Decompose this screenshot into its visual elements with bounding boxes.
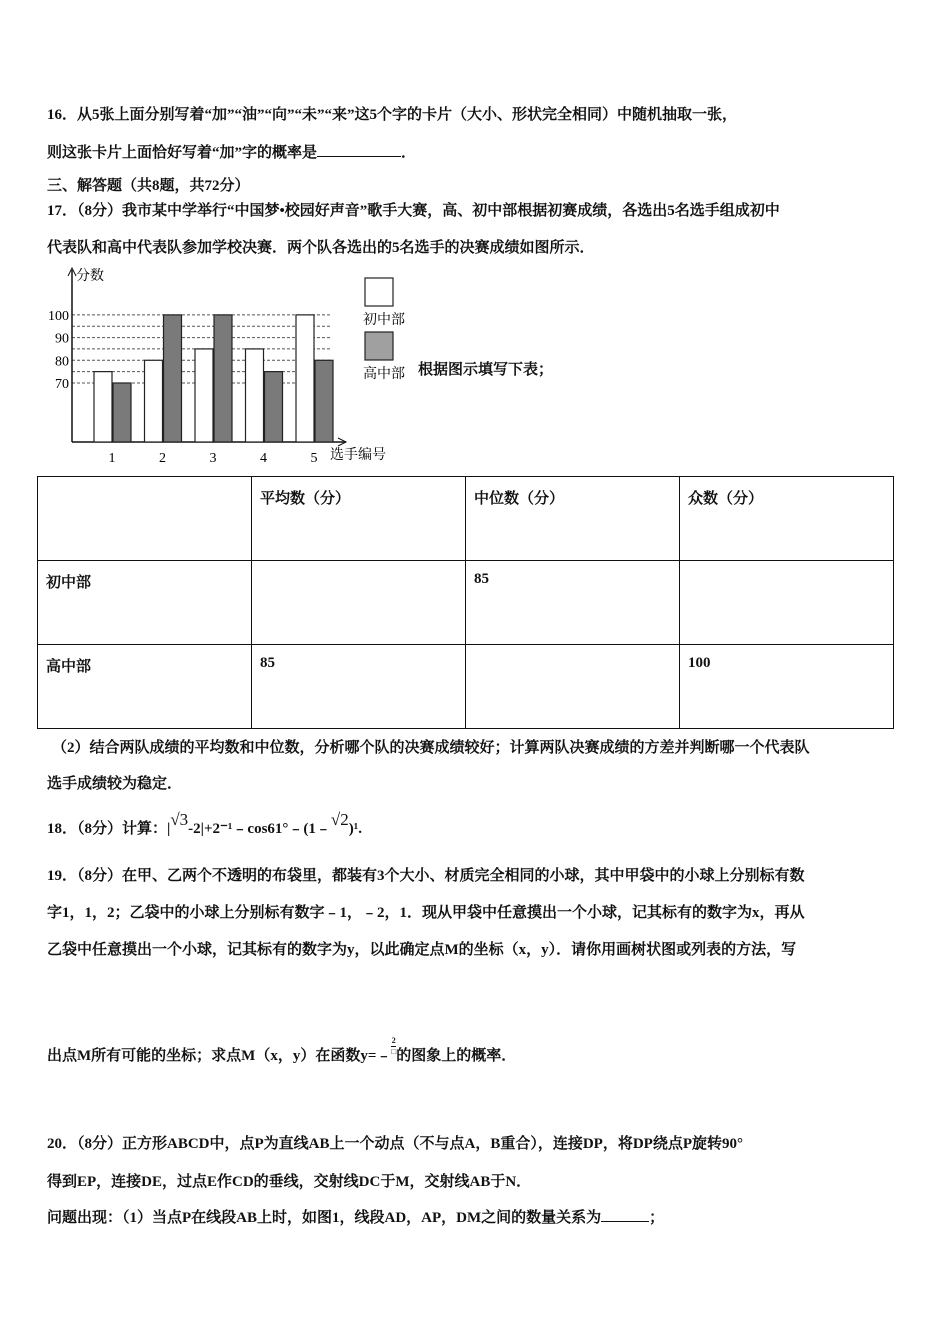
x-tick-label: 5 xyxy=(310,451,318,466)
q19-text-b: 的图象上的概率． xyxy=(396,1048,517,1064)
q20-line1: 20．（8分）正方形ABCD中，点P为直线AB上一个动点（不与点A，B重合），连接DP，将DP绕点P旋转90° xyxy=(47,1136,743,1152)
q18-line xyxy=(47,810,362,838)
q20-line3 xyxy=(47,1206,664,1227)
y-tick-label: 80 xyxy=(55,354,69,370)
q16-line1: 16．从5张上面分别写着“加”“油”“向”“未”“来”这5个字的卡片（大小、形状完全相同）中随机抽取一张， xyxy=(47,107,738,123)
bar-senior xyxy=(164,315,182,442)
q19-line3: 乙袋中任意摸出一个小球，记其标有的数字为y，以此确定点M的坐标（x，y）．请你用画树状图或列表的方法，写 xyxy=(47,942,797,958)
q17-part2-line2: 选手成绩较为稳定． xyxy=(47,776,183,792)
bar-junior xyxy=(296,315,314,442)
q19-text-a: 出点M所有可能的坐标；求点M（x，y）在函数y=﹣ xyxy=(47,1048,392,1064)
sqrt3: √3 xyxy=(170,810,189,829)
table-header-cell xyxy=(38,477,252,561)
q16-text: 则这张卡片上面恰好写着“加”字的概率是 xyxy=(47,145,318,161)
q18-mid: -2|+2⁻¹﹣cos61°﹣(1﹣ xyxy=(188,821,331,837)
y-axis-label: 分数 xyxy=(76,269,104,284)
q20-line2: 得到EP，连接DE，过点E作CD的垂线，交射线DC于M，交射线AB于N． xyxy=(47,1174,532,1190)
table-row xyxy=(38,561,894,645)
q18-prefix: 18．（8分）计算：| xyxy=(47,821,171,837)
table-header-row xyxy=(38,477,894,561)
sqrt2: √2 xyxy=(330,810,349,829)
table-cell: 100 xyxy=(680,645,894,729)
answer-blank xyxy=(601,1207,649,1222)
bar-junior xyxy=(94,372,112,442)
q19-line1: 19．（8分）在甲、乙两个不透明的布袋里，都装有3个大小、材质完全相同的小球，其中甲袋中的小球上分别标有数 xyxy=(47,868,805,884)
table-cell xyxy=(680,561,894,645)
table-header-cell: 平均数（分） xyxy=(252,477,466,561)
y-tick-label: 90 xyxy=(55,331,69,347)
table-row xyxy=(38,645,894,729)
table-cell: 初中部 xyxy=(38,561,252,645)
fraction-denominator: □ xyxy=(391,1047,397,1057)
legend-swatch xyxy=(365,332,393,360)
table-header-cell: 众数（分） xyxy=(680,477,894,561)
table-cell xyxy=(252,561,466,645)
q20-text: 问题出现：（1）当点P在线段AB上时，如图1，线段AD，AP，DM之间的数量关系为 xyxy=(47,1210,602,1226)
section-heading: 三、解答题（共8题，共72分） xyxy=(47,178,250,194)
x-tick-label: 1 xyxy=(108,451,116,466)
chart-instruction: 根据图示填写下表； xyxy=(418,362,554,378)
bar-junior xyxy=(246,349,264,442)
table-cell xyxy=(466,645,680,729)
bar-senior xyxy=(315,360,333,442)
legend-label: 初中部 xyxy=(363,313,405,328)
bar-senior xyxy=(214,315,232,442)
fraction-numerator: 2 xyxy=(391,1036,396,1046)
y-tick-label: 100 xyxy=(48,308,69,324)
q16-line2 xyxy=(47,141,416,162)
table-cell: 85 xyxy=(252,645,466,729)
legend-swatch xyxy=(365,278,393,306)
fraction xyxy=(391,1036,396,1057)
bar-chart xyxy=(40,262,420,472)
table-header-cell: 中位数（分） xyxy=(466,477,680,561)
answer-blank xyxy=(317,142,401,157)
q17-line1: 17．（8分）我市某中学举行“中国梦•校园好声音”歌手大赛，高、初中部根据初赛成绩，各选出5名选手组成初中 xyxy=(47,203,780,219)
table-cell: 85 xyxy=(466,561,680,645)
bar-junior xyxy=(145,360,163,442)
bar-junior xyxy=(195,349,213,442)
bar-senior xyxy=(113,383,131,442)
q19-line4 xyxy=(47,1036,517,1067)
y-tick-label: 70 xyxy=(55,376,69,392)
q20-end: ； xyxy=(649,1210,665,1226)
q18-end: )¹. xyxy=(348,821,362,837)
legend-label: 高中部 xyxy=(363,367,405,382)
x-tick-label: 4 xyxy=(260,451,267,466)
stats-table xyxy=(37,476,894,729)
q17-part2-line1: （2）结合两队成绩的平均数和中位数，分析哪个队的决赛成绩较好；计算两队决赛成绩的方差并判断哪一个代表队 xyxy=(52,740,810,756)
bar-senior xyxy=(265,372,283,442)
x-tick-label: 3 xyxy=(209,451,217,466)
q19-line2: 字1，1，2；乙袋中的小球上分别标有数字﹣1，﹣2，1．现从甲袋中任意摸出一个小球，记其标有的数字为x，再从 xyxy=(47,905,805,921)
q17-line2: 代表队和高中代表队参加学校决赛．两个队各选出的5名选手的决赛成绩如图所示． xyxy=(47,240,595,256)
x-tick-label: 2 xyxy=(159,451,166,466)
table-cell: 高中部 xyxy=(38,645,252,729)
q16-end: ． xyxy=(401,145,417,161)
x-axis-label: 选手编号 xyxy=(330,448,386,463)
